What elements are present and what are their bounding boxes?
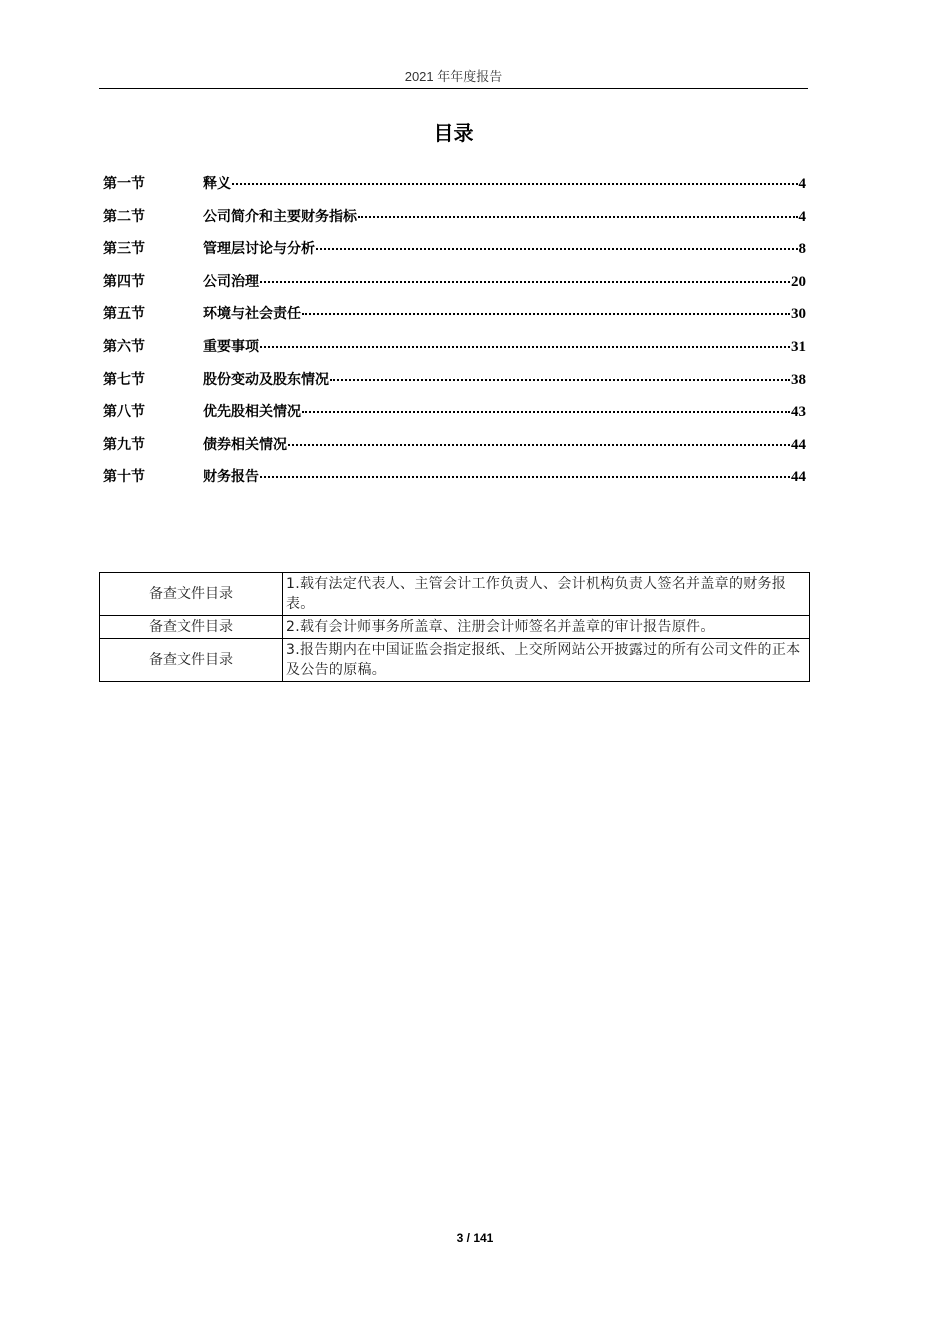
toc-section-number: 第二节 [103, 208, 145, 225]
toc-section-title: 公司简介和主要财务指标 [203, 208, 357, 225]
toc-section-number: 第四节 [103, 273, 145, 290]
toc-entry[interactable] [103, 434, 806, 467]
toc-entry[interactable] [103, 303, 806, 336]
reference-content: 1.载有法定代表人、主管会计工作负责人、会计机构负责人签名并盖章的财务报表。 [283, 573, 810, 616]
toc-entry[interactable] [103, 206, 806, 239]
toc-page-number: 30 [791, 306, 806, 323]
reference-label: 备查文件目录 [100, 639, 283, 682]
toc-section-title: 债券相关情况 [203, 436, 287, 453]
table-row [100, 573, 810, 616]
toc-section-title: 股份变动及股东情况 [203, 371, 329, 388]
toc-leader-dots [288, 444, 790, 446]
toc-page-number: 44 [791, 469, 806, 486]
reference-label: 备查文件目录 [100, 616, 283, 639]
toc-leader-dots [302, 313, 790, 315]
toc-entry[interactable] [103, 238, 806, 271]
reference-label: 备查文件目录 [100, 573, 283, 616]
toc-section-number: 第五节 [103, 306, 145, 323]
toc-entry[interactable] [103, 336, 806, 369]
toc-entry[interactable] [103, 401, 806, 434]
toc-section-number: 第十节 [103, 469, 145, 486]
toc-section-title: 管理层讨论与分析 [203, 241, 315, 258]
toc-section-number: 第六节 [103, 338, 145, 355]
table-of-contents [103, 173, 806, 499]
reference-documents-table [99, 572, 810, 682]
toc-section-number: 第九节 [103, 436, 145, 453]
toc-section-number: 第一节 [103, 176, 145, 192]
header-divider [99, 88, 808, 89]
reference-content: 2.载有会计师事务所盖章、注册会计师签名并盖章的审计报告原件。 [283, 616, 810, 639]
toc-entry[interactable] [103, 466, 806, 499]
toc-page-number: 38 [791, 371, 806, 388]
toc-entry[interactable] [103, 271, 806, 304]
toc-page-number: 20 [791, 273, 806, 290]
toc-section-title: 公司治理 [203, 273, 259, 290]
toc-leader-dots [358, 216, 798, 218]
page-number: 3 / 141 [456, 1231, 494, 1245]
toc-page-number: 8 [798, 241, 806, 258]
toc-section-title: 环境与社会责任 [203, 306, 301, 323]
toc-section-title: 释义 [203, 176, 231, 192]
toc-section-number: 第八节 [103, 404, 145, 421]
toc-entry[interactable] [103, 173, 806, 206]
toc-leader-dots [260, 476, 790, 478]
toc-section-title: 优先股相关情况 [203, 404, 301, 421]
toc-page-number: 31 [791, 338, 806, 355]
reference-content: 3.报告期内在中国证监会指定报纸、上交所网站公开披露过的所有公司文件的正本及公告的原稿。 [283, 639, 810, 682]
toc-leader-dots [232, 183, 798, 185]
toc-page-number: 44 [791, 436, 806, 453]
toc-leader-dots [302, 411, 790, 413]
toc-leader-dots [260, 281, 790, 283]
page-title: 目录 [433, 121, 474, 145]
toc-section-number: 第七节 [103, 371, 145, 388]
toc-page-number: 4 [798, 176, 806, 192]
toc-leader-dots [330, 379, 790, 381]
toc-entry[interactable] [103, 369, 806, 402]
toc-section-title: 财务报告 [203, 469, 259, 486]
page-header: 2021 年年度报告 [404, 69, 503, 84]
toc-leader-dots [260, 346, 790, 348]
table-row [100, 616, 810, 639]
table-row [100, 639, 810, 682]
toc-page-number: 4 [798, 208, 806, 225]
toc-section-title: 重要事项 [203, 338, 259, 355]
toc-section-number: 第三节 [103, 241, 145, 258]
toc-leader-dots [316, 248, 798, 250]
toc-page-number: 43 [791, 404, 806, 421]
